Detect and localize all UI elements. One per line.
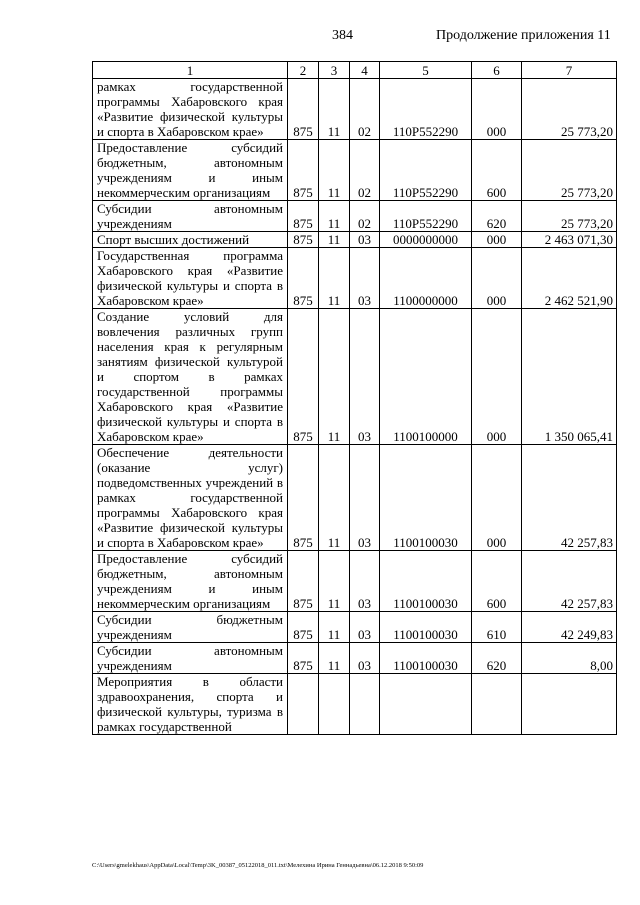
column-number-row: [93, 62, 617, 79]
department-code: [288, 674, 319, 735]
subsection-code: [350, 674, 380, 735]
subsection-code: 03: [350, 232, 380, 248]
column-header: 5: [380, 62, 472, 79]
section-code: 11: [319, 551, 350, 612]
section-code: 11: [319, 643, 350, 674]
table-row: [93, 309, 617, 445]
row-description: Создание условий для вовлечения различных групп населения края к регулярным занятиям физической культурой и спортом в рамках государственной программы Хабаровского края «Развитие физической культуры и спорта в Хабаровском крае»: [93, 309, 288, 445]
department-code: 875: [288, 612, 319, 643]
department-code: 875: [288, 140, 319, 201]
amount-value: 42 257,83: [522, 551, 617, 612]
table-row: [93, 643, 617, 674]
section-code: 11: [319, 445, 350, 551]
department-code: 875: [288, 445, 319, 551]
amount-value: 1 350 065,41: [522, 309, 617, 445]
column-header: 2: [288, 62, 319, 79]
expense-type-code: 000: [472, 232, 522, 248]
row-description: Государственная программа Хабаровского края «Развитие физической культуры и спорта в Хабаровском крае»: [93, 248, 288, 309]
subsection-code: 03: [350, 551, 380, 612]
column-header: 3: [319, 62, 350, 79]
row-description: Предоставление субсидий бюджетным, автономным учреждениям и иным некоммерческим организациям: [93, 140, 288, 201]
table-row: [93, 612, 617, 643]
expense-type-code: 000: [472, 309, 522, 445]
expense-type-code: 000: [472, 248, 522, 309]
column-header: 6: [472, 62, 522, 79]
subsection-code: 03: [350, 643, 380, 674]
table-row: [93, 445, 617, 551]
target-article-code: 1100000000: [380, 248, 472, 309]
section-code: 11: [319, 201, 350, 232]
row-description: Спорт высших достижений: [93, 232, 288, 248]
target-article-code: 110P552290: [380, 140, 472, 201]
section-code: 11: [319, 232, 350, 248]
amount-value: 25 773,20: [522, 79, 617, 140]
expense-type-code: 620: [472, 643, 522, 674]
expense-type-code: 620: [472, 201, 522, 232]
row-description: Субсидии бюджетным учреждениям: [93, 612, 288, 643]
column-header: 7: [522, 62, 617, 79]
section-code: 11: [319, 309, 350, 445]
department-code: 875: [288, 551, 319, 612]
expense-type-code: 600: [472, 551, 522, 612]
department-code: 875: [288, 79, 319, 140]
amount-value: [522, 674, 617, 735]
expense-type-code: 600: [472, 140, 522, 201]
target-article-code: [380, 674, 472, 735]
amount-value: 42 249,83: [522, 612, 617, 643]
amount-value: 25 773,20: [522, 140, 617, 201]
department-code: 875: [288, 232, 319, 248]
amount-value: 2 462 521,90: [522, 248, 617, 309]
row-description: Субсидии автономным учреждениям: [93, 201, 288, 232]
table-row: [93, 201, 617, 232]
subsection-code: 02: [350, 79, 380, 140]
row-description: Субсидии автономным учреждениям: [93, 643, 288, 674]
target-article-code: 0000000000: [380, 232, 472, 248]
column-header: 4: [350, 62, 380, 79]
target-article-code: 1100100030: [380, 643, 472, 674]
budget-table: [92, 61, 617, 735]
subsection-code: 03: [350, 309, 380, 445]
section-code: [319, 674, 350, 735]
amount-value: 8,00: [522, 643, 617, 674]
appendix-heading: Продолжение приложения 11: [436, 28, 611, 43]
table-row: [93, 551, 617, 612]
row-description: рамках государственной программы Хабаровского края «Развитие физической культуры и спорта в Хабаровском крае»: [93, 79, 288, 140]
section-code: 11: [319, 248, 350, 309]
department-code: 875: [288, 643, 319, 674]
department-code: 875: [288, 201, 319, 232]
expense-type-code: 610: [472, 612, 522, 643]
subsection-code: 03: [350, 248, 380, 309]
row-description: Обеспечение деятельности (оказание услуг) подведомственных учреждений в рамках государственной программы Хабаровского края «Развитие физической культуры и спорта в Хабаровском крае»: [93, 445, 288, 551]
row-description: Мероприятия в области здравоохранения, спорта и физической культуры, туризма в рамках государственной: [93, 674, 288, 735]
file-path-footer: C:\Users\gmelekhaus\AppData\Local\Temp\3K_00387_05122018_011.txt\Мелехина Ирина Геннадьевна\06.12.2018 9:50:09: [92, 862, 424, 869]
target-article-code: 1100100030: [380, 551, 472, 612]
target-article-code: 1100100030: [380, 612, 472, 643]
column-header: 1: [93, 62, 288, 79]
amount-value: 2 463 071,30: [522, 232, 617, 248]
subsection-code: 02: [350, 140, 380, 201]
subsection-code: 03: [350, 612, 380, 643]
target-article-code: 1100100000: [380, 309, 472, 445]
section-code: 11: [319, 140, 350, 201]
department-code: 875: [288, 248, 319, 309]
page-number: 384: [332, 28, 353, 43]
subsection-code: 02: [350, 201, 380, 232]
target-article-code: 110P552290: [380, 201, 472, 232]
table-row: [93, 248, 617, 309]
target-article-code: 110P552290: [380, 79, 472, 140]
amount-value: 42 257,83: [522, 445, 617, 551]
table-row: [93, 674, 617, 735]
department-code: 875: [288, 309, 319, 445]
subsection-code: 03: [350, 445, 380, 551]
section-code: 11: [319, 79, 350, 140]
amount-value: 25 773,20: [522, 201, 617, 232]
row-description: Предоставление субсидий бюджетным, автономным учреждениям и иным некоммерческим организациям: [93, 551, 288, 612]
table-row: [93, 140, 617, 201]
expense-type-code: [472, 674, 522, 735]
target-article-code: 1100100030: [380, 445, 472, 551]
expense-type-code: 000: [472, 445, 522, 551]
table-row: [93, 79, 617, 140]
section-code: 11: [319, 612, 350, 643]
table-row: [93, 232, 617, 248]
expense-type-code: 000: [472, 79, 522, 140]
